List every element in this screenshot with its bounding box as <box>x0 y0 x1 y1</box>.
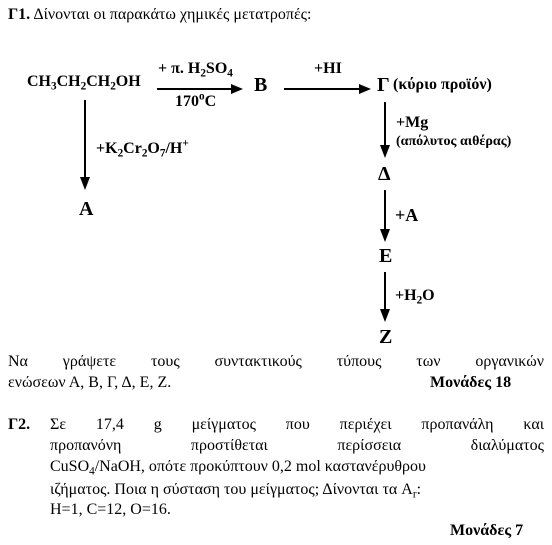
compound-z: Z <box>379 326 393 348</box>
step1-temperature: 170$^o$C <box>175 90 217 110</box>
arrow-b-to-g <box>284 84 371 94</box>
compound-a: A <box>79 198 94 220</box>
start-compound: $CH_3CH_2CH_2OH$ <box>27 73 141 93</box>
compound-g-note: (κύριο προϊόν) <box>393 76 492 93</box>
step4-reagent: +A <box>395 205 419 225</box>
question-g1-intro: Δίνονται οι παρακάτω χημικές μετατροπές: <box>33 6 312 23</box>
oxidation-reagent: $+K_2Cr_2O_7/H^+$ <box>96 137 189 160</box>
step5-reagent: $+H_2O$ <box>395 287 435 307</box>
question-g2-line5: H=1, C=12, O=16. <box>50 501 171 518</box>
arrow-start-to-a <box>80 100 90 190</box>
compound-b: B <box>254 74 268 96</box>
question-g2-number: Γ2. <box>8 416 31 433</box>
step1-reagent: + π. $H_2SO_4$ <box>158 60 233 80</box>
arrow-e-to-z <box>380 272 390 322</box>
arrow-g-to-d <box>380 102 390 158</box>
question-g2-line1: Σε 17,4 g μείγματος που περιέχει προπανάλη και <box>50 416 544 433</box>
step3-reagent: +Mg <box>396 114 429 131</box>
question-g2-line3: CuSO$_4$/NaOH, οπότε προκύπτουν 0,2 mol καστανέρυθρου <box>50 458 426 478</box>
compound-g: Γ <box>377 74 390 96</box>
compound-e: E <box>379 245 393 267</box>
compound-d: Δ <box>378 163 391 185</box>
question-g1-header <box>8 6 311 24</box>
step3-solvent: (απόλυτος αιθέρας) <box>396 134 512 149</box>
question-g2-line4: ιζήματος. Ποια η σύσταση του μείγματος; Δίνονται τα $A_r$: <box>50 481 422 501</box>
question-g2-line2: προπανόνη προστίθεται περίσσεια διαλύματος <box>50 437 544 454</box>
question-g1-task-line2: ενώσεων Α, Β, Γ, Δ, Ε, Ζ. <box>8 374 172 391</box>
arrow-d-to-e <box>380 190 390 242</box>
question-g2-marks: Μονάδες 7 <box>450 522 524 539</box>
question-g1-marks: Μονάδες 18 <box>430 374 512 391</box>
question-g1-task-line1: Να γράψετε τους συντακτικούς τύπους των οργανικών <box>8 353 544 370</box>
question-g1-number: Γ1. <box>8 6 31 23</box>
step2-reagent: +HI <box>314 60 342 77</box>
